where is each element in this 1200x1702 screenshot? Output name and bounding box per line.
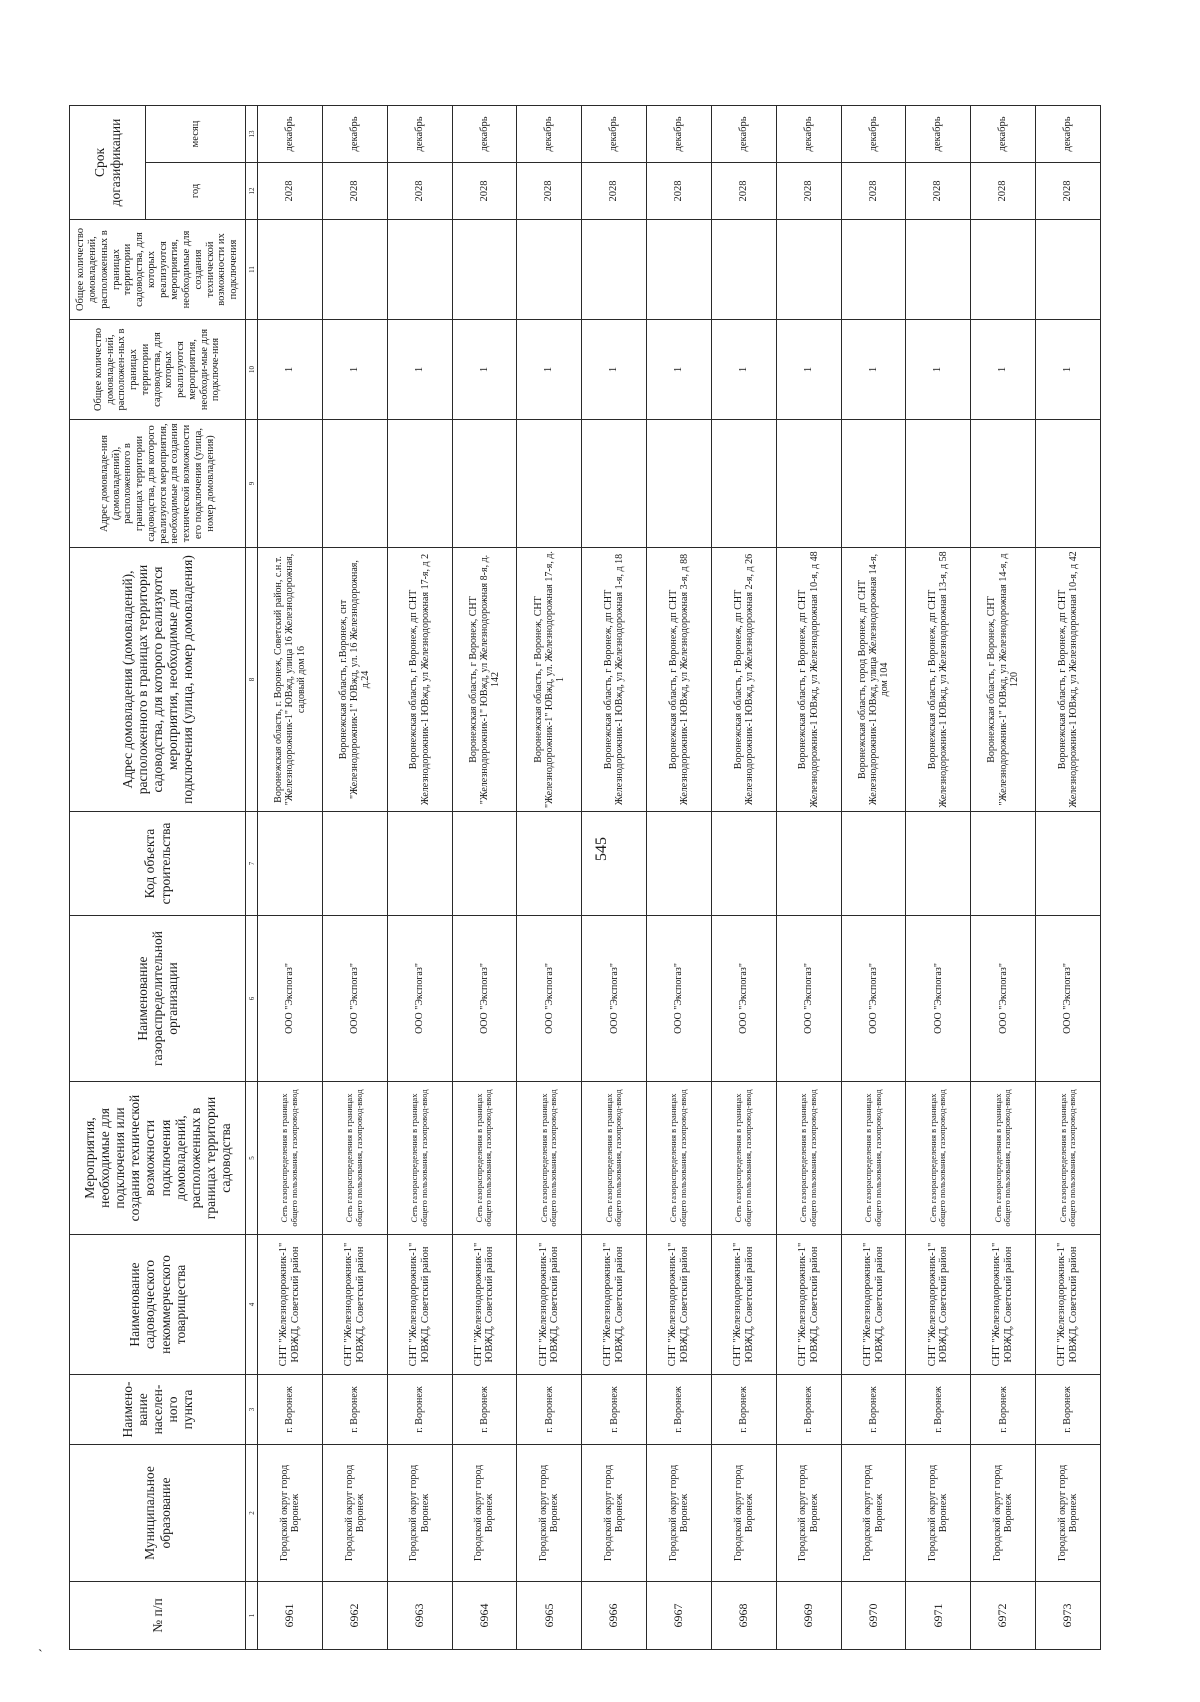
object-code-cell xyxy=(647,812,712,916)
object-code-cell xyxy=(258,812,323,916)
page-number: 545 xyxy=(593,837,610,861)
locality-cell: г. Воронеж xyxy=(906,1375,971,1445)
gas-org-cell: ООО "Экспогаз" xyxy=(582,916,647,1082)
action-cell: Сеть газораспределения в границах общего пользования, газопровод-ввод xyxy=(841,1082,906,1235)
address-capability-cell xyxy=(582,420,647,548)
object-code-cell xyxy=(841,812,906,916)
address-capability-cell xyxy=(776,420,841,548)
row-number: 6965 xyxy=(517,1582,582,1650)
snt-name-cell: СНТ "Железнодорожник-1" ЮВЖД, Советский район xyxy=(517,1235,582,1375)
count-capability-cell xyxy=(387,220,452,320)
year-cell: 2028 xyxy=(776,163,841,220)
action-cell: Сеть газораспределения в границах общего пользования, газопровод-ввод xyxy=(582,1082,647,1235)
action-cell: Сеть газораспределения в границах общего пользования, газопровод-ввод xyxy=(776,1082,841,1235)
month-cell: декабрь xyxy=(258,105,323,162)
month-cell: декабрь xyxy=(906,105,971,162)
table-row xyxy=(971,105,1036,1649)
address-capability-cell xyxy=(647,420,712,548)
count-capability-cell xyxy=(971,220,1036,320)
gas-org-cell: ООО "Экспогаз" xyxy=(776,916,841,1082)
header-object-code: Код объекта строительства xyxy=(70,812,246,916)
address-cell: Воронежская область, г Воронеж, дп СНТ Железнодорожник-1 ЮВжд, ул Железнодорожная 10-я, д 42 xyxy=(1036,548,1101,812)
year-cell: 2028 xyxy=(711,163,776,220)
gas-org-cell: ООО "Экспогаз" xyxy=(647,916,712,1082)
action-cell: Сеть газораспределения в границах общего пользования, газопровод-ввод xyxy=(971,1082,1036,1235)
count-capability-cell xyxy=(582,220,647,320)
gas-org-cell: ООО "Экспогаз" xyxy=(711,916,776,1082)
row-number: 6971 xyxy=(906,1582,971,1650)
count-capability-cell xyxy=(1036,220,1101,320)
column-number: 3 xyxy=(246,1375,258,1445)
municipality-cell: Городской округ город Воронеж xyxy=(841,1445,906,1582)
action-cell: Сеть газораспределения в границах общего пользования, газопровод-ввод xyxy=(258,1082,323,1235)
action-cell: Сеть газораспределения в границах общего пользования, газопровод-ввод xyxy=(1036,1082,1101,1235)
header-snt: Наименование садоводческого некоммерческого товарищества xyxy=(70,1235,246,1375)
header-deadline: Срок догазификации xyxy=(70,105,146,219)
count-connection-cell: 1 xyxy=(258,320,323,420)
year-cell: 2028 xyxy=(322,163,387,220)
object-code-cell xyxy=(776,812,841,916)
header-locality: Наимено-вание населен-ного пункта xyxy=(70,1375,246,1445)
count-capability-cell xyxy=(517,220,582,320)
object-code-cell xyxy=(517,812,582,916)
object-code-cell xyxy=(322,812,387,916)
address-capability-cell xyxy=(711,420,776,548)
column-number: 10 xyxy=(246,320,258,420)
locality-cell: г. Воронеж xyxy=(387,1375,452,1445)
row-number: 6968 xyxy=(711,1582,776,1650)
count-connection-cell: 1 xyxy=(452,320,517,420)
month-cell: декабрь xyxy=(841,105,906,162)
column-number: 9 xyxy=(246,420,258,548)
header-year: год xyxy=(146,163,246,220)
column-number: 12 xyxy=(246,163,258,220)
table-row xyxy=(647,105,712,1649)
action-cell: Сеть газораспределения в границах общего пользования, газопровод-ввод xyxy=(387,1082,452,1235)
count-capability-cell xyxy=(776,220,841,320)
municipality-cell: Городской округ город Воронеж xyxy=(387,1445,452,1582)
column-number: 11 xyxy=(246,220,258,320)
year-cell: 2028 xyxy=(387,163,452,220)
snt-name-cell: СНТ "Железнодорожник-1" ЮВЖД, Советский район xyxy=(647,1235,712,1375)
count-capability-cell xyxy=(841,220,906,320)
month-cell: декабрь xyxy=(1036,105,1101,162)
address-capability-cell xyxy=(1036,420,1101,548)
address-cell: Воронежская область, г Воронеж, СНТ "Железнодорожник-1" ЮВжд, ул. Железнодорожная 17-я, д. 1 xyxy=(517,548,582,812)
row-number: 6967 xyxy=(647,1582,712,1650)
locality-cell: г. Воронеж xyxy=(258,1375,323,1445)
month-cell: декабрь xyxy=(387,105,452,162)
count-connection-cell: 1 xyxy=(711,320,776,420)
gas-org-cell: ООО "Экспогаз" xyxy=(258,916,323,1082)
locality-cell: г. Воронеж xyxy=(971,1375,1036,1445)
address-cell: Воронежская область, г Воронеж, СНТ "Железнодорожник-1" ЮВжд, ул Железнодорожная 8-я, д. 142 xyxy=(452,548,517,812)
locality-cell: г. Воронеж xyxy=(517,1375,582,1445)
gas-org-cell: ООО "Экспогаз" xyxy=(906,916,971,1082)
address-capability-cell xyxy=(452,420,517,548)
table-row xyxy=(582,105,647,1649)
address-capability-cell xyxy=(258,420,323,548)
header-month: месяц xyxy=(146,105,246,162)
municipality-cell: Городской округ город Воронеж xyxy=(322,1445,387,1582)
address-cell: Воронежская область, г Воронеж, дп СНТ Железнодорожник-1 ЮВжд, ул Железнодорожная 10-я, д 48 xyxy=(776,548,841,812)
count-connection-cell: 1 xyxy=(582,320,647,420)
row-number: 6966 xyxy=(582,1582,647,1650)
column-number-row xyxy=(246,105,258,1649)
month-cell: декабрь xyxy=(452,105,517,162)
row-number: 6962 xyxy=(322,1582,387,1650)
municipality-cell: Городской округ город Воронеж xyxy=(711,1445,776,1582)
header-gas-org: Наименование газораспределительной организации xyxy=(70,916,246,1082)
action-cell: Сеть газораспределения в границах общего пользования, газопровод-ввод xyxy=(452,1082,517,1235)
municipality-cell: Городской округ город Воронеж xyxy=(1036,1445,1101,1582)
address-cell: Воронежская область, г Воронеж, дп СНТ Железнодорожник-1 ЮВжд, ул Железнодорожная 13-я, д 58 xyxy=(906,548,971,812)
snt-name-cell: СНТ "Железнодорожник-1" ЮВЖД, Советский район xyxy=(452,1235,517,1375)
count-connection-cell: 1 xyxy=(387,320,452,420)
snt-name-cell: СНТ "Железнодорожник-1" ЮВЖД, Советский район xyxy=(258,1235,323,1375)
table-row xyxy=(517,105,582,1649)
object-code-cell xyxy=(387,812,452,916)
table-row xyxy=(776,105,841,1649)
year-cell: 2028 xyxy=(258,163,323,220)
address-cell: Воронежская область, г Воронеж, дп СНТ Железнодорожник-1 ЮВжд, ул Железнодорожная 2-я, д 26 xyxy=(711,548,776,812)
address-capability-cell xyxy=(971,420,1036,548)
month-cell: декабрь xyxy=(322,105,387,162)
locality-cell: г. Воронеж xyxy=(776,1375,841,1445)
year-cell: 2028 xyxy=(906,163,971,220)
municipality-cell: Городской округ город Воронеж xyxy=(971,1445,1036,1582)
object-code-cell xyxy=(906,812,971,916)
count-connection-cell: 1 xyxy=(971,320,1036,420)
locality-cell: г. Воронеж xyxy=(582,1375,647,1445)
snt-name-cell: СНТ "Железнодорожник-1" ЮВЖД, Советский район xyxy=(841,1235,906,1375)
month-cell: декабрь xyxy=(971,105,1036,162)
row-number: 6964 xyxy=(452,1582,517,1650)
row-number: 6972 xyxy=(971,1582,1036,1650)
month-cell: декабрь xyxy=(647,105,712,162)
gasification-table xyxy=(69,105,1101,1650)
table-row xyxy=(322,105,387,1649)
year-cell: 2028 xyxy=(841,163,906,220)
year-cell: 2028 xyxy=(582,163,647,220)
locality-cell: г. Воронеж xyxy=(452,1375,517,1445)
locality-cell: г. Воронеж xyxy=(647,1375,712,1445)
row-number: 6969 xyxy=(776,1582,841,1650)
snt-name-cell: СНТ "Железнодорожник-1" ЮВЖД, Советский район xyxy=(387,1235,452,1375)
count-connection-cell: 1 xyxy=(1036,320,1101,420)
table-row xyxy=(841,105,906,1649)
stray-mark: ` xyxy=(38,1648,43,1663)
gas-org-cell: ООО "Экспогаз" xyxy=(841,916,906,1082)
snt-name-cell: СНТ "Железнодорожник-1" ЮВЖД, Советский район xyxy=(322,1235,387,1375)
header-count-capability: Общее количество домовладений, расположенных в границах территории садоводства, для которых реализуются мероприятия, необходимые для создания технической возможности их подключения xyxy=(70,220,246,320)
address-cell: Воронежская область, г. Воронеж, Советский район, с.н.т. "Железнодорожник-1" ЮВжд, улица 16 Железнодорожная, садовый дом 16 xyxy=(258,548,323,812)
municipality-cell: Городской округ город Воронеж xyxy=(452,1445,517,1582)
snt-name-cell: СНТ "Железнодорожник-1" ЮВЖД, Советский район xyxy=(971,1235,1036,1375)
address-capability-cell xyxy=(841,420,906,548)
column-number: 13 xyxy=(246,105,258,162)
count-capability-cell xyxy=(322,220,387,320)
table-row xyxy=(452,105,517,1649)
header-actions: Мероприятия, необходимые для подключения или создания технической возможности подключения домовладений, расположенных в границах территории садоводства xyxy=(70,1082,246,1235)
column-number: 4 xyxy=(246,1235,258,1375)
table-row xyxy=(258,105,323,1649)
table-body xyxy=(258,105,1101,1649)
month-cell: декабрь xyxy=(517,105,582,162)
gas-org-cell: ООО "Экспогаз" xyxy=(517,916,582,1082)
municipality-cell: Городской округ город Воронеж xyxy=(582,1445,647,1582)
action-cell: Сеть газораспределения в границах общего пользования, газопровод-ввод xyxy=(711,1082,776,1235)
count-connection-cell: 1 xyxy=(517,320,582,420)
address-cell: Воронежская область, г Воронеж, дп СНТ Железнодорожник-1 ЮВжд, ул Железнодорожная 3-я, д 88 xyxy=(647,548,712,812)
count-capability-cell xyxy=(647,220,712,320)
address-cell: Воронежская область, город Воронеж, дп СНТ Железнодорожник-1 ЮВжд, улица Железнодорожная 14-я, дом 104 xyxy=(841,548,906,812)
table-row xyxy=(1036,105,1101,1649)
object-code-cell xyxy=(582,812,647,916)
header-address-capability: Адрес домовладе-ния (домовладений), расположенного в границах территории садоводства, для которого реализуются мероприятия, необходимые для создания технической возможности его подключения (улица, номер домовладения) xyxy=(70,420,246,548)
address-cell: Воронежская область, г Воронеж, СНТ "Железнодорожник-1" ЮВжд, ул Железнодорожная 14-я, д 120 xyxy=(971,548,1036,812)
address-cell: Воронежская область, г.Воронеж, снт "Железнодорожник-1" ЮВжд, ул. 16 Железнодорожная, д.24 xyxy=(322,548,387,812)
snt-name-cell: СНТ "Железнодорожник-1" ЮВЖД, Советский район xyxy=(711,1235,776,1375)
gas-org-cell: ООО "Экспогаз" xyxy=(971,916,1036,1082)
column-number: 6 xyxy=(246,916,258,1082)
header-address-connection: Адрес домовладения (домовладений), расположенного в границах территории садоводства, для которого реализуются мероприятия, необходимые для подключения (улица, номер домовладения) xyxy=(70,548,246,812)
header-municipality: Муниципальное образование xyxy=(70,1445,246,1582)
action-cell: Сеть газораспределения в границах общего пользования, газопровод-ввод xyxy=(906,1082,971,1235)
row-number: 6963 xyxy=(387,1582,452,1650)
snt-name-cell: СНТ "Железнодорожник-1" ЮВЖД, Советский район xyxy=(776,1235,841,1375)
snt-name-cell: СНТ "Железнодорожник-1" ЮВЖД, Советский район xyxy=(906,1235,971,1375)
gas-org-cell: ООО "Экспогаз" xyxy=(387,916,452,1082)
year-cell: 2028 xyxy=(971,163,1036,220)
table-row xyxy=(387,105,452,1649)
table-header xyxy=(70,105,258,1649)
action-cell: Сеть газораспределения в границах общего пользования, газопровод-ввод xyxy=(322,1082,387,1235)
municipality-cell: Городской округ город Воронеж xyxy=(776,1445,841,1582)
year-cell: 2028 xyxy=(517,163,582,220)
snt-name-cell: СНТ "Железнодорожник-1" ЮВЖД, Советский район xyxy=(1036,1235,1101,1375)
address-capability-cell xyxy=(387,420,452,548)
snt-name-cell: СНТ "Железнодорожник-1" ЮВЖД, Советский район xyxy=(582,1235,647,1375)
count-connection-cell: 1 xyxy=(322,320,387,420)
table-row xyxy=(906,105,971,1649)
count-connection-cell: 1 xyxy=(647,320,712,420)
address-capability-cell xyxy=(906,420,971,548)
address-capability-cell xyxy=(517,420,582,548)
object-code-cell xyxy=(452,812,517,916)
year-cell: 2028 xyxy=(452,163,517,220)
count-connection-cell: 1 xyxy=(841,320,906,420)
address-cell: Воронежская область, г Воронеж, дп СНТ Железнодорожник-1 ЮВжд, ул Железнодорожная 17-я, д 2 xyxy=(387,548,452,812)
count-capability-cell xyxy=(452,220,517,320)
locality-cell: г. Воронеж xyxy=(1036,1375,1101,1445)
row-number: 6973 xyxy=(1036,1582,1101,1650)
count-connection-cell: 1 xyxy=(776,320,841,420)
row-number: 6970 xyxy=(841,1582,906,1650)
count-connection-cell: 1 xyxy=(906,320,971,420)
table-row xyxy=(711,105,776,1649)
locality-cell: г. Воронеж xyxy=(841,1375,906,1445)
month-cell: декабрь xyxy=(582,105,647,162)
row-number: 6961 xyxy=(258,1582,323,1650)
gas-org-cell: ООО "Экспогаз" xyxy=(452,916,517,1082)
month-cell: декабрь xyxy=(711,105,776,162)
rotated-table-container xyxy=(69,106,1101,1650)
column-number: 5 xyxy=(246,1082,258,1235)
locality-cell: г. Воронеж xyxy=(711,1375,776,1445)
address-cell: Воронежская область, г Воронеж, дп СНТ Железнодорожник-1 ЮВжд, ул Железнодорожная 1-я, д 18 xyxy=(582,548,647,812)
gas-org-cell: ООО "Экспогаз" xyxy=(322,916,387,1082)
gas-org-cell: ООО "Экспогаз" xyxy=(1036,916,1101,1082)
municipality-cell: Городской округ город Воронеж xyxy=(906,1445,971,1582)
column-number: 7 xyxy=(246,812,258,916)
action-cell: Сеть газораспределения в границах общего пользования, газопровод-ввод xyxy=(517,1082,582,1235)
year-cell: 2028 xyxy=(1036,163,1101,220)
municipality-cell: Городской округ город Воронеж xyxy=(647,1445,712,1582)
header-num: № п/п xyxy=(70,1582,246,1650)
year-cell: 2028 xyxy=(647,163,712,220)
object-code-cell xyxy=(971,812,1036,916)
address-capability-cell xyxy=(322,420,387,548)
column-number: 1 xyxy=(246,1582,258,1650)
column-number: 2 xyxy=(246,1445,258,1582)
municipality-cell: Городской округ город Воронеж xyxy=(258,1445,323,1582)
action-cell: Сеть газораспределения в границах общего пользования, газопровод-ввод xyxy=(647,1082,712,1235)
object-code-cell xyxy=(1036,812,1101,916)
month-cell: декабрь xyxy=(776,105,841,162)
count-capability-cell xyxy=(258,220,323,320)
count-capability-cell xyxy=(711,220,776,320)
locality-cell: г. Воронеж xyxy=(322,1375,387,1445)
count-capability-cell xyxy=(906,220,971,320)
column-number: 8 xyxy=(246,548,258,812)
object-code-cell xyxy=(711,812,776,916)
header-count-connection: Общее количество домовладе-ний, расположен-ных в границах территории садоводства, для которых реализуются мероприятия, необходи-мые для подключе-ния xyxy=(70,320,246,420)
municipality-cell: Городской округ город Воронеж xyxy=(517,1445,582,1582)
